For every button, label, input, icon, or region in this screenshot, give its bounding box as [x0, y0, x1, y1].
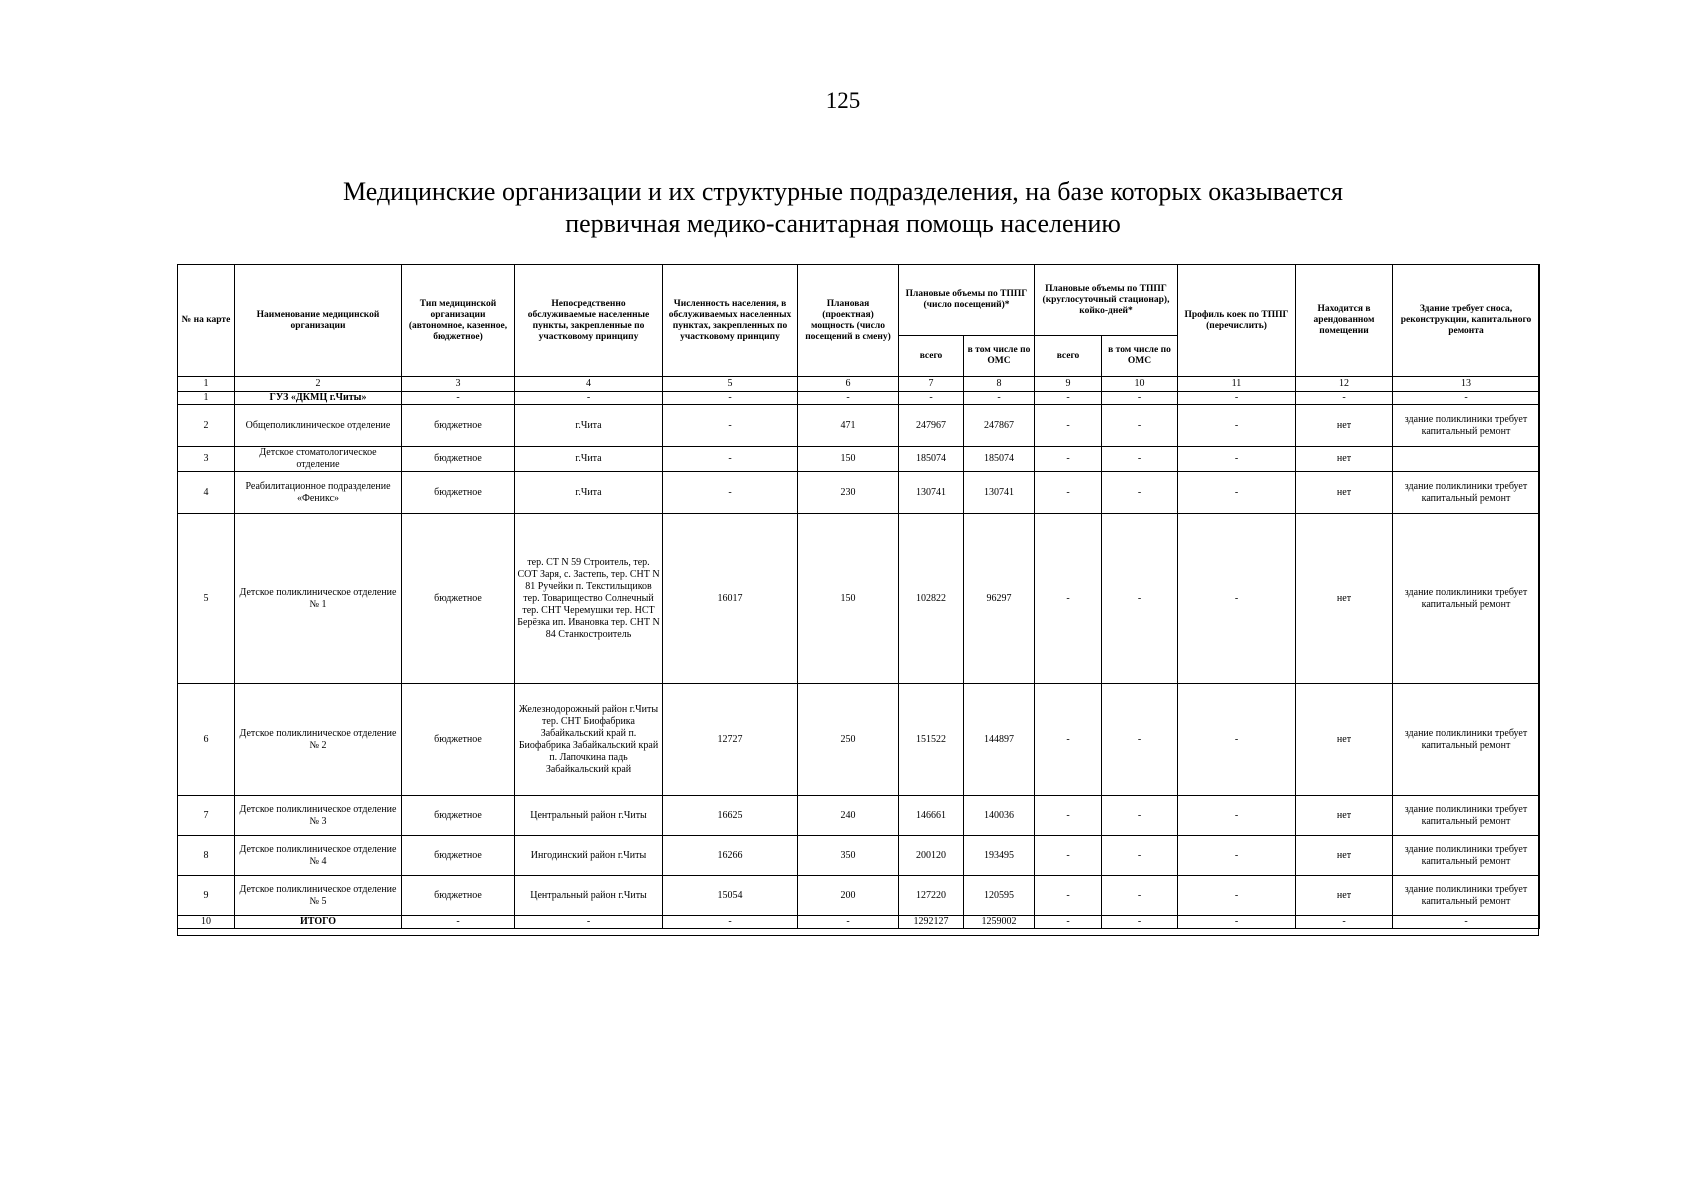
cell-rented: нет: [1296, 447, 1393, 472]
cell-bed-profile: -: [1178, 796, 1296, 836]
cell-population: -: [663, 447, 798, 472]
cell-org-type: бюджетное: [402, 684, 515, 796]
column-number: 2: [235, 377, 402, 392]
cell-rented: -: [1296, 392, 1393, 405]
cell-planned-visits: 247967: [899, 405, 964, 447]
header-visits-total: всего: [899, 336, 964, 377]
cell-building-repair: -: [1393, 392, 1540, 405]
header-planned-capacity: Плановая (проектная) мощность (число посещений в смену): [798, 265, 899, 377]
cell-served-settlements: г.Чита: [515, 405, 663, 447]
cell-planned-capacity: 350: [798, 836, 899, 876]
total-cell: -: [402, 916, 515, 929]
cell-bed-profile: -: [1178, 392, 1296, 405]
table-row: [178, 796, 1540, 836]
total-cell: 10: [178, 916, 235, 929]
cell-served-settlements: Центральный район г.Читы: [515, 876, 663, 916]
cell-building-repair: здание поликлиники требует капитальный ремонт: [1393, 876, 1540, 916]
table-row: [178, 472, 1540, 514]
cell-planned-visits: 146661: [899, 796, 964, 836]
cell-served-settlements: тер. СТ N 59 Строитель, тер. СОТ Заря, с. Застепь, тер. СНТ N 81 Ручейки п. Текстильщиков тер. Товарищество Солнечный тер. СНТ Черемушки тер. НСТ Берёзка ип. Ивановка тер. СНТ N 84 Станкостроитель: [515, 514, 663, 684]
cell-served-settlements: -: [515, 392, 663, 405]
cell-planned-visits-oms: 193495: [964, 836, 1035, 876]
cell-org-name: Общеполиклиническое отделение: [235, 405, 402, 447]
cell-map-number: 6: [178, 684, 235, 796]
column-number: 6: [798, 377, 899, 392]
cell-planned-visits-oms: 247867: [964, 405, 1035, 447]
cell-served-settlements: Ингодинский район г.Читы: [515, 836, 663, 876]
cell-planned-bed-days: -: [1035, 405, 1102, 447]
column-number: 9: [1035, 377, 1102, 392]
cell-planned-visits-oms: 144897: [964, 684, 1035, 796]
total-cell: -: [1035, 916, 1102, 929]
cell-map-number: 4: [178, 472, 235, 514]
cell-planned-capacity: -: [798, 392, 899, 405]
header-planned-visits: Плановые объемы по ТППГ (число посещений)*: [899, 265, 1035, 336]
total-visits: 1292127: [899, 916, 964, 929]
cell-planned-bed-days: -: [1035, 447, 1102, 472]
cell-planned-visits: 200120: [899, 836, 964, 876]
table-row: [178, 447, 1540, 472]
cell-bed-profile: -: [1178, 836, 1296, 876]
header-visits-oms: в том числе по ОМС: [964, 336, 1035, 377]
column-number: 5: [663, 377, 798, 392]
cell-population: -: [663, 405, 798, 447]
total-cell: -: [515, 916, 663, 929]
cell-org-name: ГУЗ «ДКМЦ г.Читы»: [235, 392, 402, 405]
cell-planned-visits: 102822: [899, 514, 964, 684]
cell-planned-bed-days-oms: -: [1102, 514, 1178, 684]
cell-planned-bed-days-oms: -: [1102, 836, 1178, 876]
cell-building-repair: здание поликлиники требует капитальный ремонт: [1393, 405, 1540, 447]
cell-planned-visits: 127220: [899, 876, 964, 916]
cell-org-type: бюджетное: [402, 514, 515, 684]
document-title-line2: первичная медико-санитарная помощь населению: [565, 209, 1121, 238]
cell-population: -: [663, 472, 798, 514]
table-body: [178, 392, 1540, 916]
total-cell: -: [1296, 916, 1393, 929]
column-number: 1: [178, 377, 235, 392]
cell-planned-capacity: 250: [798, 684, 899, 796]
cell-org-type: бюджетное: [402, 447, 515, 472]
cell-org-name: Детское стоматологическое отделение: [235, 447, 402, 472]
total-cell: -: [798, 916, 899, 929]
cell-planned-capacity: 200: [798, 876, 899, 916]
total-label: ИТОГО: [235, 916, 402, 929]
cell-map-number: 2: [178, 405, 235, 447]
cell-building-repair: здание поликлиники требует капитальный ремонт: [1393, 836, 1540, 876]
table-row: [178, 836, 1540, 876]
cell-org-type: бюджетное: [402, 405, 515, 447]
cell-population: 16266: [663, 836, 798, 876]
cell-org-name: Детское поликлиническое отделение № 1: [235, 514, 402, 684]
cell-population: -: [663, 392, 798, 405]
cell-planned-capacity: 471: [798, 405, 899, 447]
cell-org-type: бюджетное: [402, 796, 515, 836]
total-visits-oms: 1259002: [964, 916, 1035, 929]
column-number-row: [178, 377, 1540, 392]
cell-planned-visits-oms: 185074: [964, 447, 1035, 472]
column-number: 11: [1178, 377, 1296, 392]
cell-map-number: 1: [178, 392, 235, 405]
table-row: [178, 405, 1540, 447]
cell-planned-bed-days: -: [1035, 796, 1102, 836]
column-number: 10: [1102, 377, 1178, 392]
cell-planned-visits-oms: 140036: [964, 796, 1035, 836]
table-row: [178, 514, 1540, 684]
total-cell: -: [1393, 916, 1540, 929]
header-map-number: № на карте: [178, 265, 235, 377]
cell-served-settlements: Центральный район г.Читы: [515, 796, 663, 836]
header-beddays-oms: в том числе по ОМС: [1102, 336, 1178, 377]
cell-map-number: 8: [178, 836, 235, 876]
cell-served-settlements: Железнодорожный район г.Читы тер. СНТ Биофабрика Забайкальский край п. Биофабрика Забайкальский край п. Лапочкина падь Забайкальский край: [515, 684, 663, 796]
cell-planned-bed-days-oms: -: [1102, 796, 1178, 836]
cell-map-number: 7: [178, 796, 235, 836]
cell-population: 12727: [663, 684, 798, 796]
document-title-line1: Медицинские организации и их структурные подразделения, на базе которых оказывается: [342, 177, 1343, 206]
cell-planned-bed-days: -: [1035, 684, 1102, 796]
cell-served-settlements: г.Чита: [515, 447, 663, 472]
cell-planned-capacity: 230: [798, 472, 899, 514]
header-bed-profile: Профиль коек по ТППГ (перечислить): [1178, 265, 1296, 377]
cell-bed-profile: -: [1178, 876, 1296, 916]
column-number: 7: [899, 377, 964, 392]
header-beddays-total: всего: [1035, 336, 1102, 377]
cell-planned-capacity: 240: [798, 796, 899, 836]
cell-org-type: -: [402, 392, 515, 405]
cell-planned-bed-days-oms: -: [1102, 472, 1178, 514]
cell-building-repair: здание поликлиники требует капитальный ремонт: [1393, 472, 1540, 514]
organizations-table: [177, 264, 1540, 929]
header-building-repair: Здание требует сноса, реконструкции, капитального ремонта: [1393, 265, 1540, 377]
cell-planned-visits: 151522: [899, 684, 964, 796]
column-number: 13: [1393, 377, 1540, 392]
cell-org-name: Детское поликлиническое отделение № 4: [235, 836, 402, 876]
cell-population: 16625: [663, 796, 798, 836]
header-org-name: Наименование медицинской организации: [235, 265, 402, 377]
cell-map-number: 3: [178, 447, 235, 472]
cell-planned-capacity: 150: [798, 447, 899, 472]
cell-planned-bed-days-oms: -: [1102, 447, 1178, 472]
cell-org-name: Реабилитационное подразделение «Феникс»: [235, 472, 402, 514]
header-org-type: Тип медицинской организации (автономное, казенное, бюджетное): [402, 265, 515, 377]
cell-org-name: Детское поликлиническое отделение № 5: [235, 876, 402, 916]
cell-map-number: 9: [178, 876, 235, 916]
cell-rented: нет: [1296, 514, 1393, 684]
header-planned-bed-days: Плановые объемы по ТППГ (круглосуточный стационар), койко-дней*: [1035, 265, 1178, 336]
cell-population: 16017: [663, 514, 798, 684]
cell-bed-profile: -: [1178, 514, 1296, 684]
cell-map-number: 5: [178, 514, 235, 684]
cell-org-type: бюджетное: [402, 472, 515, 514]
cell-bed-profile: -: [1178, 405, 1296, 447]
cell-org-name: Детское поликлиническое отделение № 3: [235, 796, 402, 836]
table-row: [178, 392, 1540, 405]
cell-rented: нет: [1296, 796, 1393, 836]
cell-planned-bed-days: -: [1035, 876, 1102, 916]
cell-planned-visits-oms: 120595: [964, 876, 1035, 916]
cell-org-type: бюджетное: [402, 876, 515, 916]
cell-planned-bed-days: -: [1035, 472, 1102, 514]
cell-building-repair: здание поликлиники требует капитальный ремонт: [1393, 796, 1540, 836]
header-served-settlements: Непосредственно обслуживаемые населенные пункты, закрепленные по участковому принципу: [515, 265, 663, 377]
cell-rented: нет: [1296, 876, 1393, 916]
cell-planned-bed-days-oms: -: [1102, 392, 1178, 405]
cell-bed-profile: -: [1178, 684, 1296, 796]
cell-rented: нет: [1296, 472, 1393, 514]
cell-rented: нет: [1296, 684, 1393, 796]
column-number: 12: [1296, 377, 1393, 392]
header-rented: Находится в арендованном помещении: [1296, 265, 1393, 377]
cell-planned-capacity: 150: [798, 514, 899, 684]
cell-planned-visits-oms: -: [964, 392, 1035, 405]
total-cell: -: [1178, 916, 1296, 929]
cell-bed-profile: -: [1178, 447, 1296, 472]
column-number: 4: [515, 377, 663, 392]
cell-rented: нет: [1296, 405, 1393, 447]
cell-planned-bed-days: -: [1035, 514, 1102, 684]
cell-served-settlements: г.Чита: [515, 472, 663, 514]
cell-planned-bed-days-oms: -: [1102, 405, 1178, 447]
document-title: [143, 176, 1543, 240]
cell-rented: нет: [1296, 836, 1393, 876]
table-row: [178, 684, 1540, 796]
cell-planned-bed-days: -: [1035, 392, 1102, 405]
total-cell: -: [1102, 916, 1178, 929]
cell-bed-profile: -: [1178, 472, 1296, 514]
cell-building-repair: здание поликлиники требует капитальный ремонт: [1393, 514, 1540, 684]
cell-planned-visits-oms: 130741: [964, 472, 1035, 514]
cell-planned-visits: -: [899, 392, 964, 405]
column-number: 8: [964, 377, 1035, 392]
cell-population: 15054: [663, 876, 798, 916]
table-row: [178, 876, 1540, 916]
cell-planned-bed-days-oms: -: [1102, 876, 1178, 916]
header-population: Численность населения, в обслуживаемых населенных пунктах, закрепленных по участковому принципу: [663, 265, 798, 377]
total-row: [178, 916, 1540, 929]
cell-planned-visits-oms: 96297: [964, 514, 1035, 684]
cell-building-repair: [1393, 447, 1540, 472]
cell-planned-visits: 130741: [899, 472, 964, 514]
cell-org-type: бюджетное: [402, 836, 515, 876]
cell-building-repair: здание поликлиники требует капитальный ремонт: [1393, 684, 1540, 796]
cell-planned-bed-days: -: [1035, 836, 1102, 876]
cell-org-name: Детское поликлиническое отделение № 2: [235, 684, 402, 796]
cell-planned-visits: 185074: [899, 447, 964, 472]
cell-planned-bed-days-oms: -: [1102, 684, 1178, 796]
total-cell: -: [663, 916, 798, 929]
page-number: 125: [825, 88, 861, 113]
column-number: 3: [402, 377, 515, 392]
